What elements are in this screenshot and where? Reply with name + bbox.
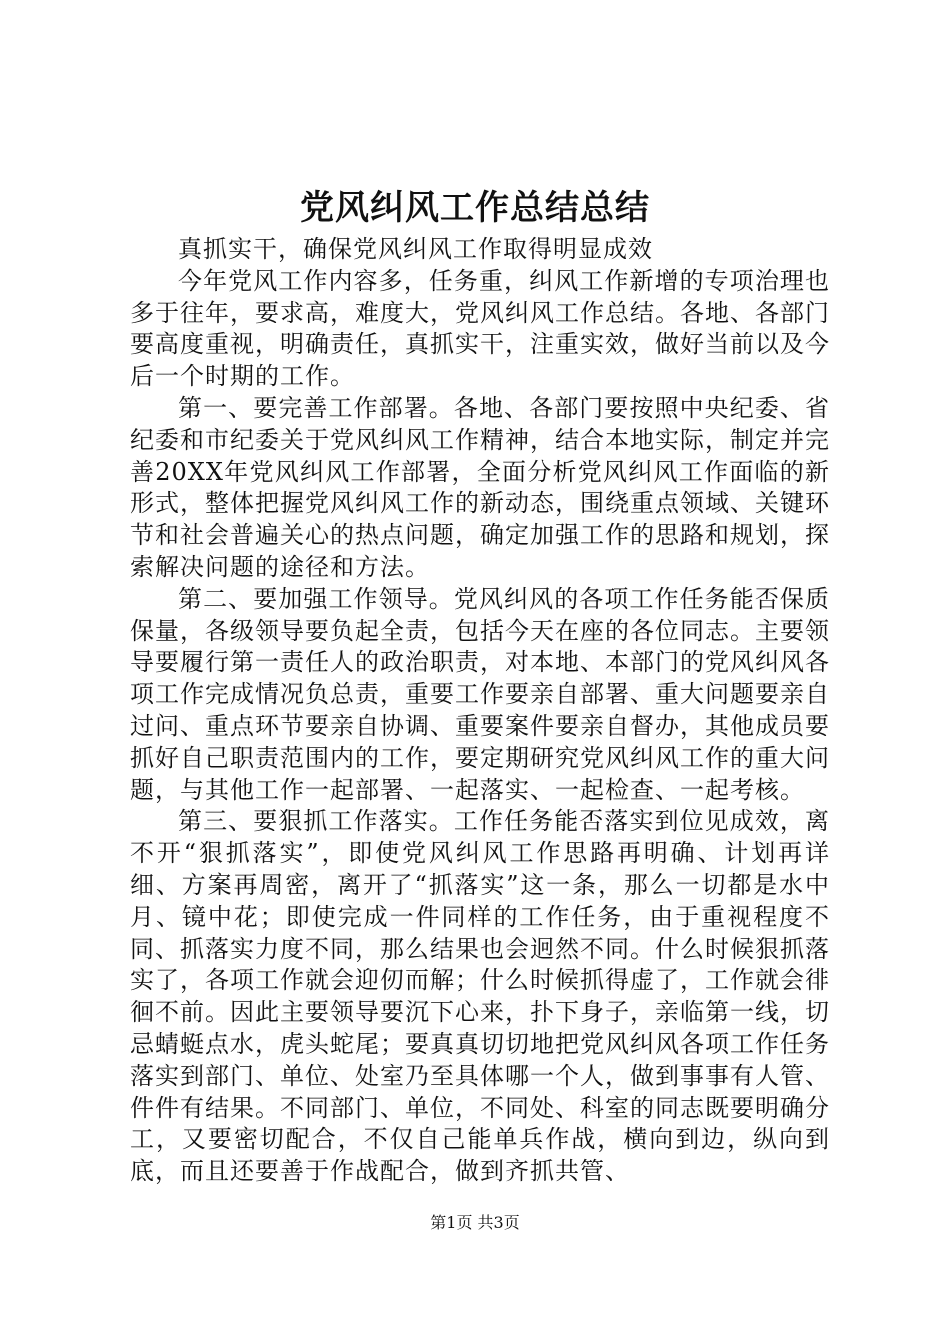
page-number-footer: 第1页 共3页 xyxy=(430,1213,520,1232)
paragraph-heading: 真抓实干，确保党风纠风工作取得明显成效 xyxy=(178,235,653,263)
paragraph-third-point: 第三、要狠抓工作落实。工作任务能否落实到位见成效，离不开“狠抓落实”，即使党风纠风工作思路再明确、计划再详细、方案再周密，离开了“抓落实”这一条，那么一切都是水中月、镜中花；即使完成一件同样的工作任务，由于重视程度不同、抓落实力度不同，那么结果也会迥然不同。什么时候狠抓落实了，各项工作就会迎仞而解；什么时候抓得虚了，工作就会徘徊不前。因此主要领导要沉下心来，扑下身子，亲临第一线，切忌蜻蜓点水，虎头蛇尾；要真真切切地把党风纠风各项工作任务落实到部门、单位、处室乃至具体哪一个人，做到事事有人管、件件有结果。不同部门、单位，不同处、科室的同志既要明确分工，又要密切配合，不仅自己能单兵作战，横向到边，纵向到底，而且还要善于作战配合，做到齐抓共管、 xyxy=(130,807,830,1186)
document-title: 党风纠风工作总结总结 xyxy=(300,188,650,228)
paragraph-second-point: 第二、要加强工作领导。党风纠风的各项工作任务能否保质保量，各级领导要负起全责，包括今天在座的各位同志。主要领导要履行第一责任人的政治职责，对本地、本部门的党风纠风各项工作完成情况负总责，重要工作要亲自部署、重大问题要亲自过问、重点环节要亲自协调、重要案件要亲自督办，其他成员要抓好自己职责范围内的工作，要定期研究党风纠风工作的重大问题，与其他工作一起部署、一起落实、一起检查、一起考核。 xyxy=(130,584,830,804)
paragraph-first-point: 第一、要完善工作部署。各地、各部门要按照中央纪委、省纪委和市纪委关于党风纠风工作精神，结合本地实际，制定并完善20XX年党风纠风工作部署，全面分析党风纠风工作面临的新形式，整体把握党风纠风工作的新动态，围绕重点领域、关键环节和社会普遍关心的热点问题，确定加强工作的思路和规划，探索解决问题的途径和方法。 xyxy=(130,393,830,581)
document-body xyxy=(130,234,830,1188)
paragraph-intro: 今年党风工作内容多，任务重，纠风工作新增的专项治理也多于往年，要求高，难度大，党风纠风工作总结。各地、各部门要高度重视，明确责任，真抓实干，注重实效，做好当前以及今后一个时期的工作。 xyxy=(130,266,830,391)
